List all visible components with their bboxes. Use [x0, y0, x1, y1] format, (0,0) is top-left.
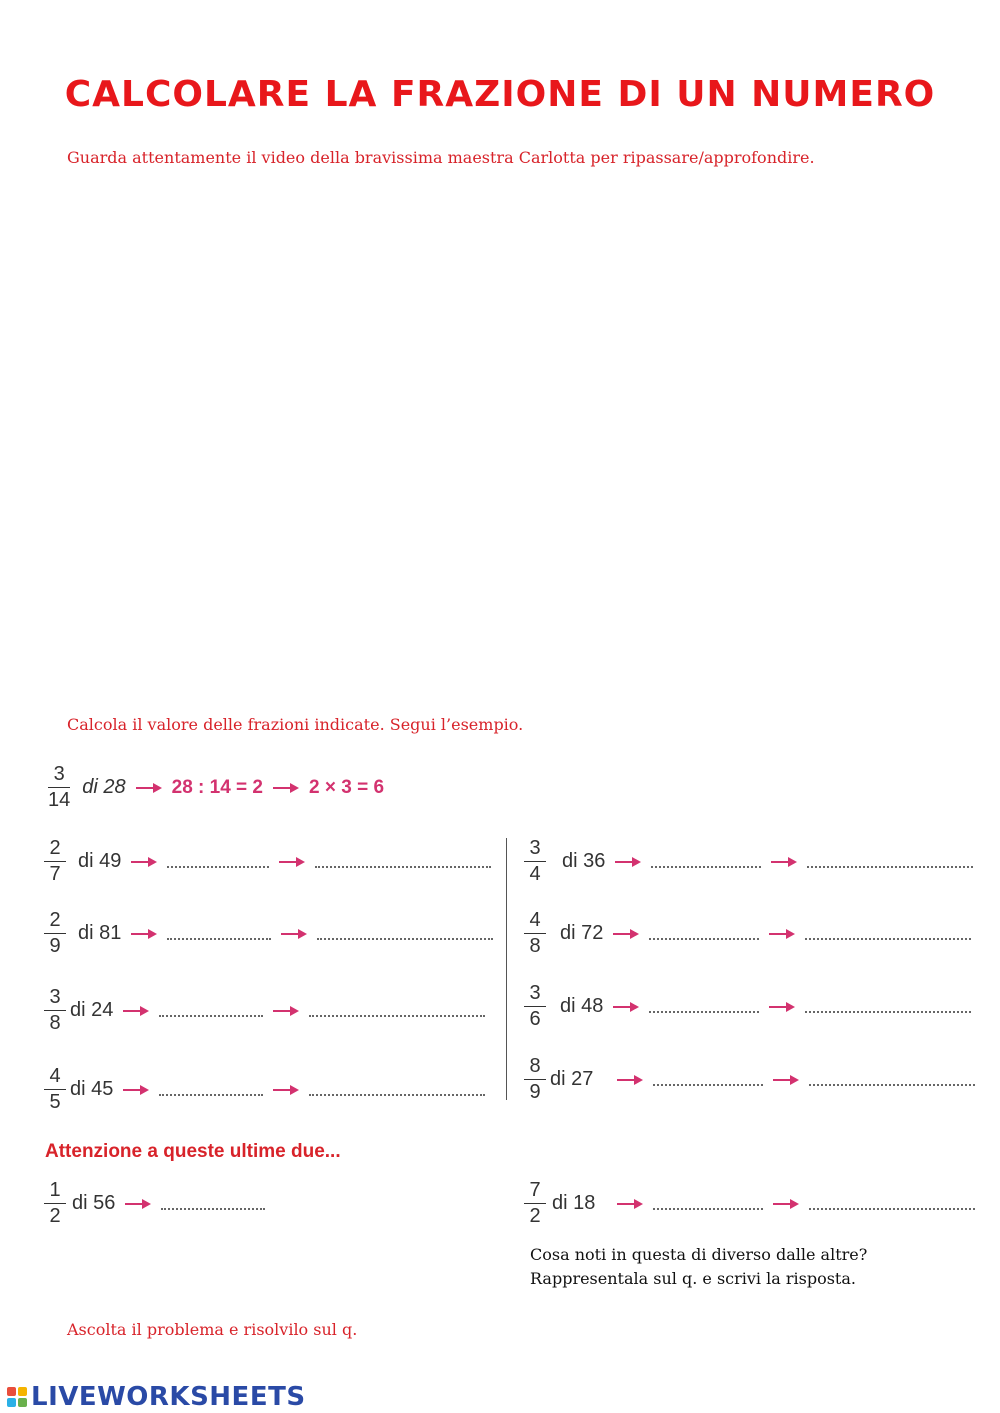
fraction-bar	[44, 861, 66, 862]
arrow-right-icon	[773, 1074, 799, 1086]
answer-blank-1[interactable]	[649, 1011, 759, 1013]
fraction-bar	[524, 1203, 546, 1204]
exercise-row-right-1	[524, 838, 973, 885]
example-step-1: 28 : 14 = 2	[171, 776, 263, 798]
numerator: 3	[529, 982, 541, 1004]
arrow-right-icon	[773, 1198, 799, 1210]
answer-blank-2[interactable]	[309, 1094, 485, 1096]
liveworksheets-logo-icon	[7, 1387, 27, 1407]
arrow-right-icon	[617, 1074, 643, 1086]
fraction-bar	[44, 933, 66, 934]
arrow-right-icon	[131, 928, 157, 940]
denominator: 8	[529, 935, 541, 957]
exercise-instruction: Calcola il valore delle frazioni indicate. Segui l’esempio.	[67, 715, 524, 734]
answer-blank-2[interactable]	[315, 866, 491, 868]
example-step-2: 2 × 3 = 6	[309, 776, 385, 798]
answer-blank-2[interactable]	[317, 938, 493, 940]
fraction	[44, 1066, 66, 1113]
arrow-right-icon	[281, 928, 307, 940]
arrow-right-icon	[273, 1005, 299, 1017]
numerator: 3	[53, 763, 65, 785]
fraction	[524, 910, 546, 957]
numerator: 4	[49, 1065, 61, 1087]
exercise-row-left-1	[44, 838, 491, 885]
numerator: 2	[49, 909, 61, 931]
fraction	[524, 838, 546, 885]
answer-blank-1[interactable]	[161, 1208, 265, 1210]
arrow-right-icon	[769, 928, 795, 940]
denominator: 6	[529, 1008, 541, 1030]
answer-blank-2[interactable]	[807, 866, 973, 868]
numerator: 3	[49, 986, 61, 1008]
fraction-bar	[524, 933, 546, 934]
arrow-right-icon	[273, 782, 299, 794]
page-title: CALCOLARE LA FRAZIONE DI UN NUMERO	[64, 74, 936, 115]
arrow-right-icon	[125, 1198, 151, 1210]
fraction-bar	[44, 1203, 66, 1204]
numerator: 1	[49, 1179, 61, 1201]
arrow-right-icon	[771, 856, 797, 868]
arrow-right-icon	[273, 1084, 299, 1096]
numerator: 3	[529, 837, 541, 859]
arrow-right-icon	[613, 928, 639, 940]
fraction-bar	[524, 1006, 546, 1007]
brand-name: LIVEWORKSHEETS	[31, 1382, 306, 1412]
denominator: 8	[49, 1012, 61, 1034]
numerator: 2	[49, 837, 61, 859]
question-line-1: Cosa noti in questa di diverso dalle altre?	[530, 1245, 868, 1264]
arrow-right-icon	[617, 1198, 643, 1210]
arrow-right-icon	[279, 856, 305, 868]
example-row	[48, 764, 384, 811]
of-number: di 18	[552, 1192, 596, 1214]
answer-blank-2[interactable]	[805, 938, 971, 940]
fraction-bar	[524, 861, 546, 862]
of-number: di 36	[562, 850, 606, 872]
fraction	[44, 1180, 66, 1227]
denominator: 4	[529, 863, 541, 885]
answer-blank-1[interactable]	[167, 938, 271, 940]
answer-blank-2[interactable]	[809, 1208, 975, 1210]
problem-instruction: Ascolta il problema e risolvilo sul q.	[67, 1320, 358, 1339]
denominator: 14	[48, 789, 71, 811]
fraction	[44, 910, 66, 957]
answer-blank-1[interactable]	[653, 1084, 763, 1086]
fraction	[524, 983, 546, 1030]
arrow-right-icon	[123, 1084, 149, 1096]
answer-blank-1[interactable]	[159, 1015, 263, 1017]
answer-blank-1[interactable]	[651, 866, 761, 868]
question-line-2: Rappresentala sul q. e scrivi la risposta.	[530, 1269, 856, 1288]
exercise-row-right-3	[524, 983, 971, 1030]
arrow-right-icon	[131, 856, 157, 868]
column-divider	[506, 838, 507, 1100]
answer-blank-2[interactable]	[805, 1011, 971, 1013]
warning-heading: Attenzione a queste ultime due...	[45, 1141, 341, 1162]
answer-blank-1[interactable]	[167, 866, 269, 868]
denominator: 2	[49, 1205, 61, 1227]
answer-blank-1[interactable]	[653, 1208, 763, 1210]
exercise-row-last-left	[44, 1180, 265, 1227]
exercise-row-last-right	[524, 1180, 975, 1227]
arrow-right-icon	[136, 782, 162, 794]
intro-text: Guarda attentamente il video della bravissima maestra Carlotta per ripassare/approfondire.	[67, 148, 815, 167]
of-number: di 49	[78, 850, 122, 872]
numerator: 4	[529, 909, 541, 931]
arrow-right-icon	[613, 1001, 639, 1013]
fraction	[44, 838, 66, 885]
of-number: di 27	[550, 1068, 594, 1090]
exercise-row-left-4	[44, 1066, 485, 1113]
of-number: di 28	[82, 776, 126, 798]
fraction	[524, 1180, 546, 1227]
arrow-right-icon	[615, 856, 641, 868]
of-number: di 45	[70, 1078, 114, 1100]
answer-blank-1[interactable]	[159, 1094, 263, 1096]
denominator: 9	[49, 935, 61, 957]
denominator: 2	[529, 1205, 541, 1227]
numerator: 7	[529, 1179, 541, 1201]
fraction-bar	[44, 1089, 66, 1090]
of-number: di 72	[560, 922, 604, 944]
arrow-right-icon	[123, 1005, 149, 1017]
exercise-row-left-3	[44, 987, 485, 1034]
numerator: 8	[529, 1055, 541, 1077]
answer-blank-2[interactable]	[309, 1015, 485, 1017]
brand-footer	[7, 1382, 306, 1412]
of-number: di 48	[560, 995, 604, 1017]
of-number: di 56	[72, 1192, 116, 1214]
fraction	[48, 764, 70, 811]
fraction	[44, 987, 66, 1034]
of-number: di 24	[70, 999, 114, 1021]
answer-blank-1[interactable]	[649, 938, 759, 940]
exercise-row-left-2	[44, 910, 493, 957]
fraction	[524, 1056, 546, 1103]
exercise-row-right-2	[524, 910, 971, 957]
of-number: di 81	[78, 922, 122, 944]
denominator: 5	[49, 1091, 61, 1113]
fraction-bar	[48, 787, 70, 788]
fraction-bar	[524, 1079, 546, 1080]
answer-blank-2[interactable]	[809, 1084, 975, 1086]
denominator: 7	[49, 863, 61, 885]
denominator: 9	[529, 1081, 541, 1103]
fraction-bar	[44, 1010, 66, 1011]
exercise-row-right-4	[524, 1056, 975, 1103]
arrow-right-icon	[769, 1001, 795, 1013]
question-text	[530, 1243, 867, 1291]
